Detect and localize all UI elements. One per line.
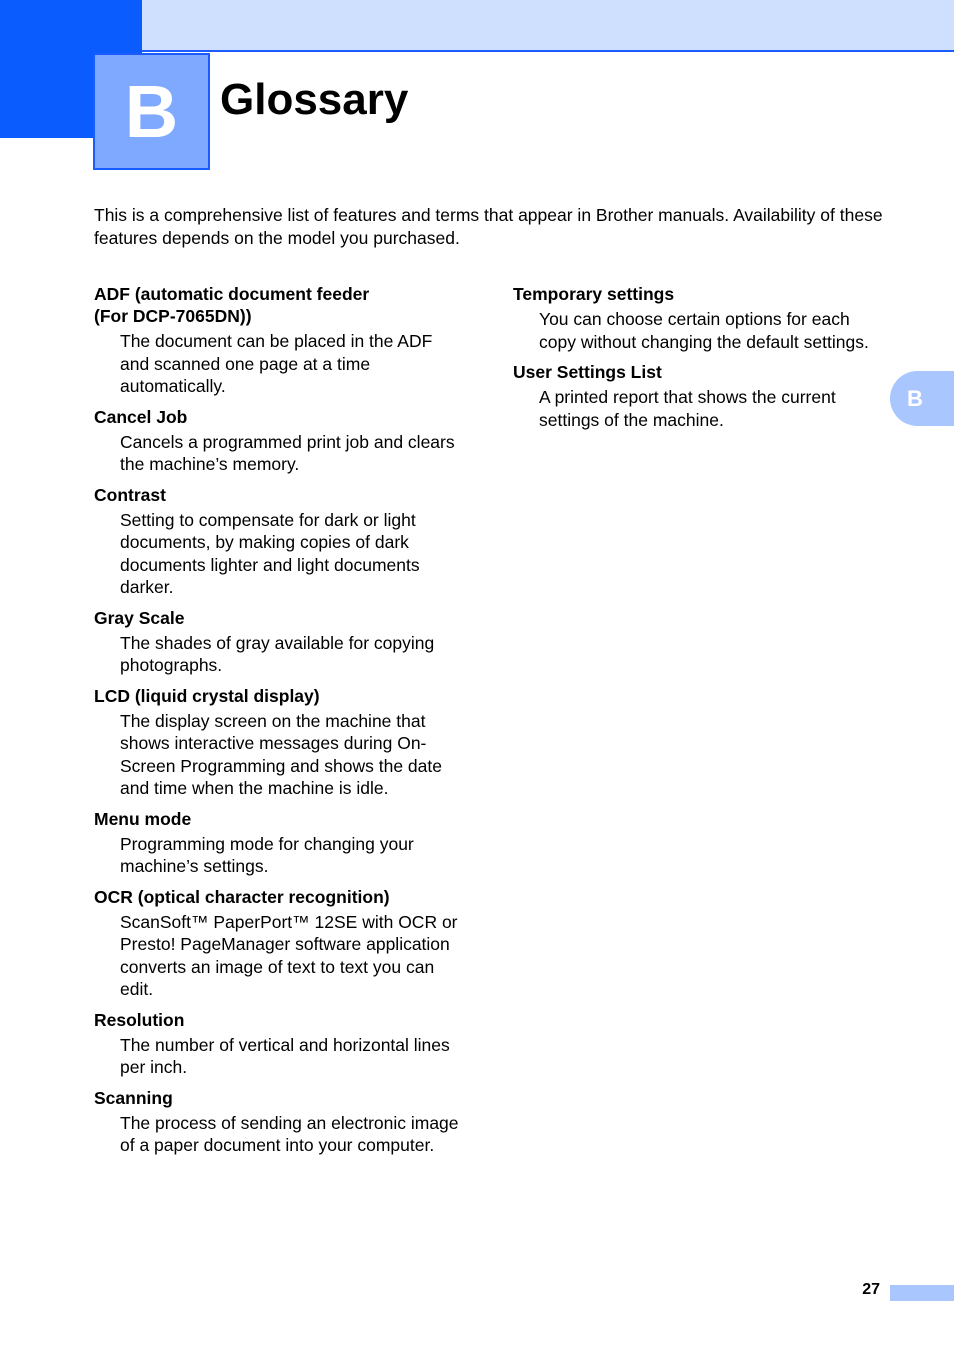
glossary-term: Scanning <box>94 1087 173 1108</box>
glossary-definition: The document can be placed in the ADF and scanned one page at a time automatically. <box>120 331 433 396</box>
glossary-definition: You can choose certain options for each copy without changing the default settings. <box>539 309 869 352</box>
page-number: 27 <box>862 1281 880 1298</box>
glossary-entry-gray-scale <box>94 607 464 677</box>
side-tab-letter: B <box>907 385 923 411</box>
glossary-entry-contrast <box>94 484 464 599</box>
glossary-term: Menu mode <box>94 808 192 829</box>
chapter-letter-box <box>93 53 210 170</box>
glossary-definition: The process of sending an electronic image of a paper document into your computer. <box>120 1112 459 1155</box>
glossary-definition: ScanSoft™ PaperPort™ 12SE with OCR or Presto! PageManager software application converts an image of text to text you can edit. <box>120 911 458 999</box>
glossary-term: Cancel Job <box>94 406 188 427</box>
glossary-entry-temporary-settings <box>513 283 883 353</box>
glossary-entry-scanning <box>94 1087 464 1157</box>
glossary-term: OCR (optical character recognition) <box>94 886 390 907</box>
chapter-title: Glossary <box>220 75 409 124</box>
glossary-term: LCD (liquid crystal display) <box>94 685 320 706</box>
glossary-entry-menu-mode <box>94 808 464 878</box>
glossary-term: Resolution <box>94 1009 185 1030</box>
glossary-definition: A printed report that shows the current settings of the machine. <box>539 387 836 430</box>
glossary-entry-lcd <box>94 685 464 800</box>
glossary-definition: The shades of gray available for copying photographs. <box>120 632 435 675</box>
intro-paragraph: This is a comprehensive list of features and terms that appear in Brother manuals. Availability of these features depends on the model you purchased. <box>94 205 883 248</box>
glossary-right-column <box>513 283 883 439</box>
page-number-bar <box>890 1285 954 1301</box>
glossary-definition: Programming mode for changing your machine’s settings. <box>120 833 414 876</box>
glossary-definition: Setting to compensate for dark or light documents, by making copies of dark documents lighter and light documents darker. <box>120 509 420 597</box>
chapter-side-tab <box>890 371 954 426</box>
chapter-letter: B <box>124 69 179 153</box>
header-band <box>142 0 954 52</box>
glossary-definition: The display screen on the machine that shows interactive messages during On-Screen Programming and shows the date and time when the machine is idle. <box>120 710 442 798</box>
glossary-definition: Cancels a programmed print job and clears the machine’s memory. <box>120 431 455 474</box>
glossary-definition: The number of vertical and horizontal lines per inch. <box>120 1034 450 1077</box>
glossary-entry-adf <box>94 283 464 398</box>
glossary-entry-ocr <box>94 886 464 1001</box>
glossary-entry-cancel-job <box>94 406 464 476</box>
glossary-term: Gray Scale <box>94 607 185 628</box>
glossary-entry-resolution <box>94 1009 464 1079</box>
glossary-entry-user-settings-list <box>513 361 883 431</box>
glossary-term: Temporary settings <box>513 284 675 304</box>
glossary-term: User Settings List <box>513 362 662 382</box>
glossary-term: ADF (automatic document feeder (For DCP-7065DN)) <box>94 284 370 326</box>
glossary-term: Contrast <box>94 484 166 505</box>
glossary-left-column <box>94 283 464 1165</box>
